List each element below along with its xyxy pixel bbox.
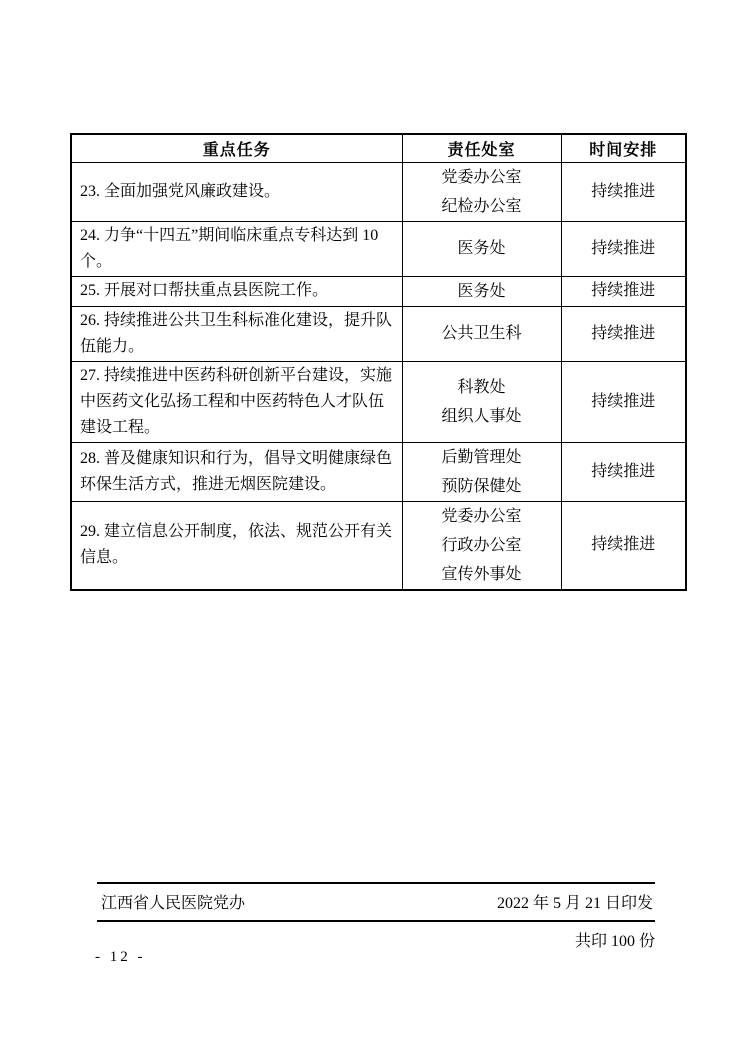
document-footer (97, 882, 655, 951)
table-row (71, 306, 686, 361)
copies-count: 共印 100 份 (574, 933, 655, 950)
responsible-office-line: 医务处 (457, 240, 506, 257)
responsible-office-line: 医务处 (457, 282, 506, 300)
table-row (71, 361, 686, 442)
responsible-office-cell (402, 221, 561, 276)
responsible-office-line: 公共卫生科 (441, 325, 522, 342)
responsible-office-line: 纪检办公室 (441, 197, 522, 215)
task-cell: 24. 力争“十四五”期间临床重点专科达到 10 个。 (71, 221, 402, 276)
table-row (71, 442, 686, 501)
schedule-cell: 持续推进 (561, 276, 686, 306)
responsible-office-line: 后勤管理处 (441, 448, 522, 466)
responsible-office-cell (402, 306, 561, 361)
responsible-office-cell (402, 501, 561, 590)
print-date: 2022 年 5 月 21 日印发 (496, 895, 653, 912)
key-tasks-table (70, 133, 687, 591)
responsible-office-line: 组织人事处 (441, 407, 522, 425)
responsible-office-cell (402, 276, 561, 306)
schedule-cell: 持续推进 (561, 162, 686, 221)
responsible-office-cell (402, 162, 561, 221)
responsible-office-line: 党委办公室 (441, 168, 522, 186)
table-row (71, 276, 686, 306)
schedule-cell: 持续推进 (561, 442, 686, 501)
footer-copies-line (97, 922, 655, 951)
responsible-office-line: 科教处 (457, 378, 506, 396)
responsible-office-line: 预防保健处 (441, 477, 522, 495)
task-cell: 23. 全面加强党风廉政建设。 (71, 162, 402, 221)
task-cell: 27. 持续推进中医药科研创新平台建设，实施中医药文化弘扬工程和中医药特色人才队伍建设工程。 (71, 361, 402, 442)
footer-issue-line (97, 882, 655, 922)
responsible-office-cell (402, 361, 561, 442)
issuing-office: 江西省人民医院党办 (101, 895, 246, 912)
schedule-cell: 持续推进 (561, 361, 686, 442)
task-cell: 25. 开展对口帮扶重点县医院工作。 (71, 276, 402, 306)
column-header-schedule: 时间安排 (561, 134, 686, 162)
page-number: - 12 - (95, 949, 146, 965)
column-header-responsible-office: 责任处室 (402, 134, 561, 162)
responsible-office-cell (402, 442, 561, 501)
responsible-office-line: 宣传外事处 (441, 565, 522, 583)
table-row (71, 162, 686, 221)
schedule-cell: 持续推进 (561, 501, 686, 590)
table-row (71, 221, 686, 276)
responsible-office-line: 党委办公室 (441, 507, 522, 525)
schedule-cell: 持续推进 (561, 221, 686, 276)
task-cell: 28. 普及健康知识和行为，倡导文明健康绿色环保生活方式，推进无烟医院建设。 (71, 442, 402, 501)
schedule-cell: 持续推进 (561, 306, 686, 361)
task-cell: 26. 持续推进公共卫生科标准化建设，提升队伍能力。 (71, 306, 402, 361)
table-header-row (71, 134, 686, 162)
responsible-office-line: 行政办公室 (441, 536, 522, 554)
column-header-key-tasks: 重点任务 (71, 134, 402, 162)
table-row (71, 501, 686, 590)
task-cell: 29. 建立信息公开制度，依法、规范公开有关信息。 (71, 501, 402, 590)
